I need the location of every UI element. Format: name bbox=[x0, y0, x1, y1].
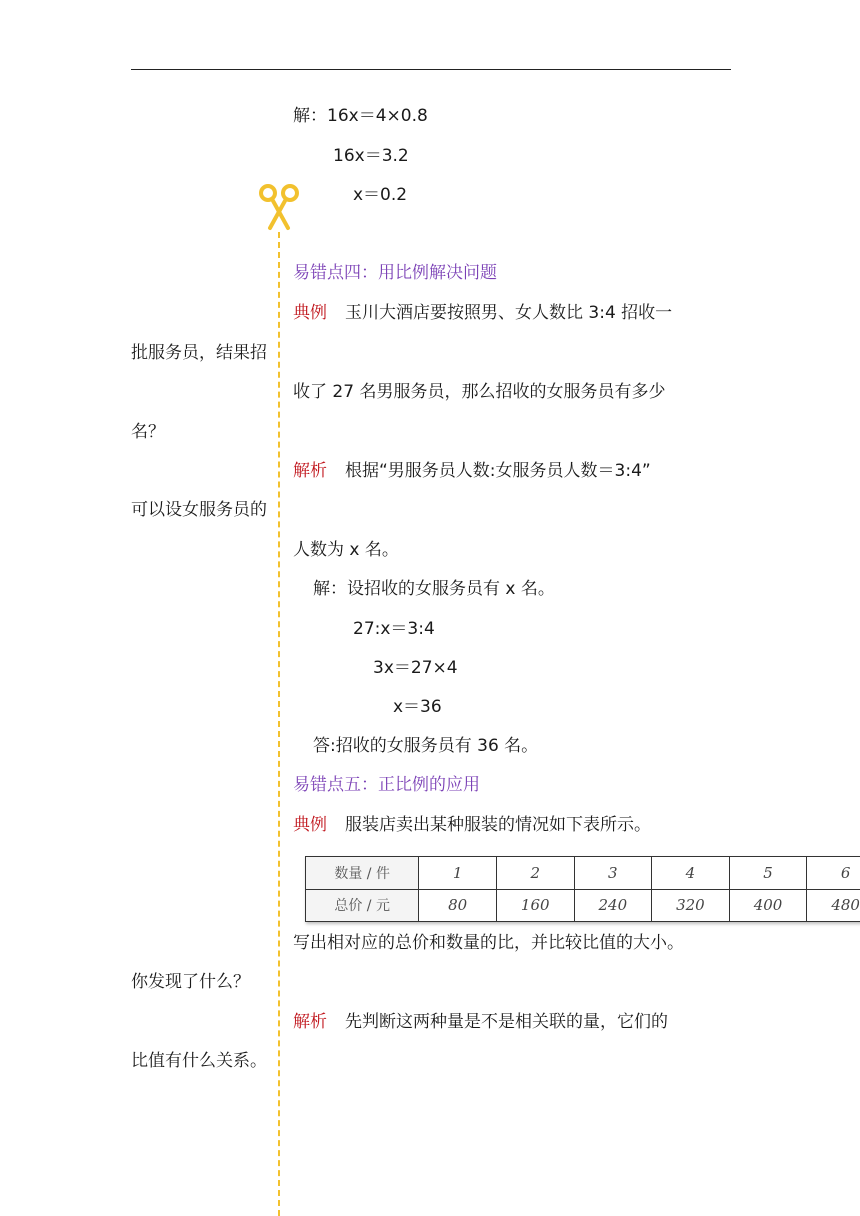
row-header-quantity: 数量 / 件 bbox=[306, 857, 419, 890]
section5-title: 易错点五：正比例的应用 bbox=[293, 775, 480, 795]
analysis-text-line3: 人数为 x 名。 bbox=[293, 540, 399, 560]
row-header-total-price: 总价 / 元 bbox=[306, 889, 419, 922]
scissors-icon bbox=[258, 182, 300, 234]
analysis-text-line1: 根据“男服务员人数:女服务员人数＝3:4” bbox=[345, 461, 651, 481]
answer-line: 答:招收的女服务员有 36 名。 bbox=[313, 736, 539, 756]
example-text-line1: 玉川大酒店要按照男、女人数比 3:4 招收一 bbox=[345, 303, 673, 323]
solution-line-4: x＝36 bbox=[393, 697, 442, 717]
question-line-2: 你发现了什么？ bbox=[131, 972, 250, 992]
table-cell: 3 bbox=[574, 857, 652, 890]
table-cell: 1 bbox=[419, 857, 497, 890]
top-rule bbox=[131, 69, 731, 70]
equation-line-2: 16x＝3.2 bbox=[333, 146, 409, 166]
solution-line-3: 3x＝27×4 bbox=[373, 658, 458, 678]
example-text-line3: 收了 27 名男服务员，那么招收的女服务员有多少 bbox=[293, 382, 666, 402]
table-cell: 240 bbox=[574, 889, 652, 922]
equation-line-1: 解：16x＝4×0.8 bbox=[293, 106, 428, 126]
example-tag: 典例 bbox=[293, 303, 327, 323]
table-cell: 5 bbox=[729, 857, 807, 890]
analysis-tag-2: 解析 bbox=[293, 1012, 327, 1032]
table-cell: 480 bbox=[807, 889, 860, 922]
analysis2-text-line2: 比值有什么关系。 bbox=[131, 1051, 267, 1071]
section4-title: 易错点四：用比例解决问题 bbox=[293, 263, 497, 283]
question-line-1: 写出相对应的总价和数量的比，并比较比值的大小。 bbox=[293, 933, 684, 953]
table-cell: 160 bbox=[496, 889, 574, 922]
table-cell: 320 bbox=[652, 889, 730, 922]
table-cell: 4 bbox=[652, 857, 730, 890]
analysis2-text-line1: 先判断这两种量是不是相关联的量，它们的 bbox=[345, 1012, 668, 1032]
table-cell: 80 bbox=[419, 889, 497, 922]
equation-line-3: x＝0.2 bbox=[353, 185, 408, 205]
table-cell: 6 bbox=[807, 857, 860, 890]
example2-text-line1: 服装店卖出某种服装的情况如下表所示。 bbox=[345, 815, 651, 835]
table-cell: 2 bbox=[496, 857, 574, 890]
example-tag-2: 典例 bbox=[293, 815, 327, 835]
solution-line-1: 解：设招收的女服务员有 x 名。 bbox=[313, 579, 555, 599]
example-text-line2: 批服务员，结果招 bbox=[131, 343, 267, 363]
table-row bbox=[306, 857, 860, 890]
table-cell: 400 bbox=[729, 889, 807, 922]
table-row bbox=[306, 889, 860, 922]
example-text-line4: 名？ bbox=[131, 422, 165, 442]
cut-line bbox=[278, 232, 280, 1216]
analysis-text-line2: 可以设女服务员的 bbox=[131, 500, 267, 520]
analysis-tag: 解析 bbox=[293, 461, 327, 481]
solution-line-2: 27:x＝3:4 bbox=[353, 619, 435, 639]
price-table bbox=[305, 856, 860, 922]
